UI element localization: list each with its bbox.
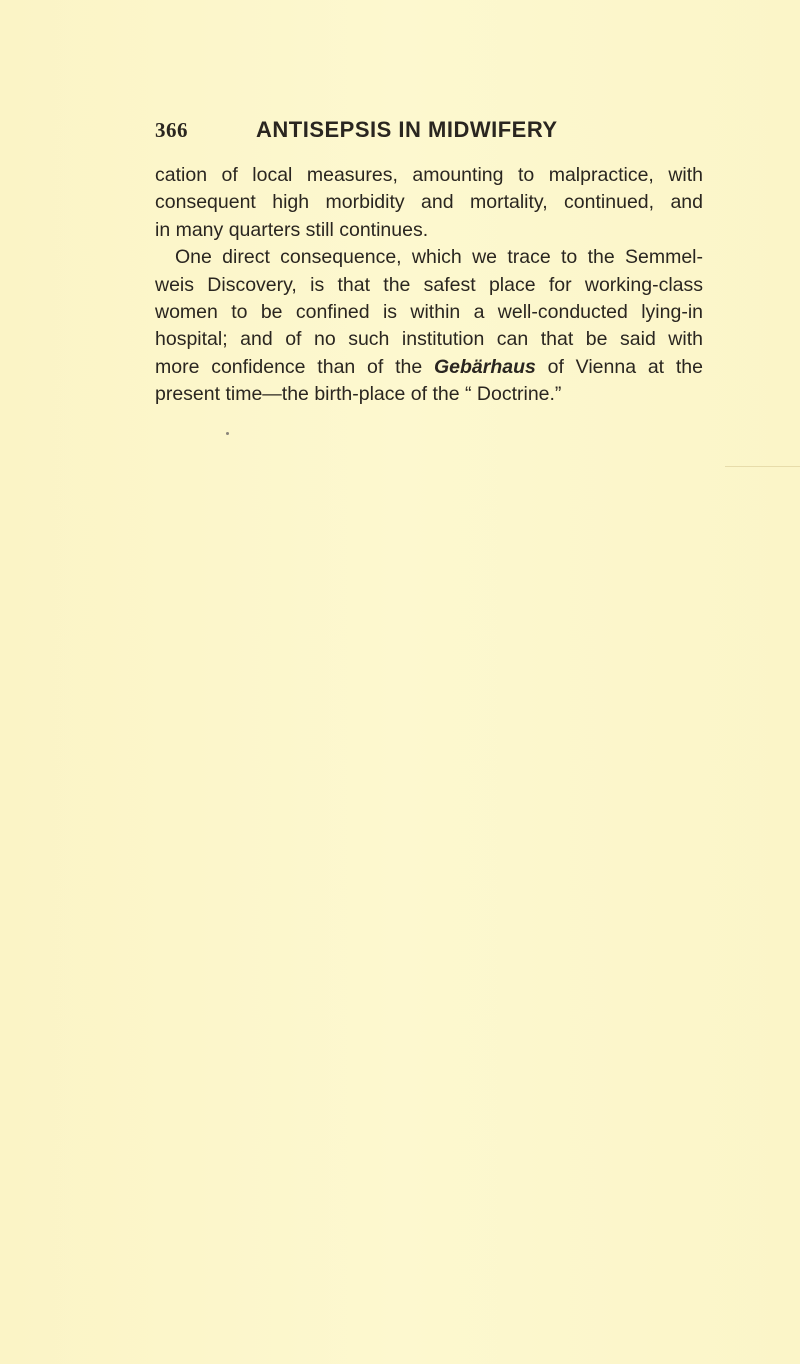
text-segment: more confidence than of the <box>155 355 434 378</box>
text-line: women to be confined is within a well-conducted lying-in <box>155 301 703 324</box>
running-title: ANTISEPSIS IN MIDWIFERY <box>256 117 558 142</box>
text-line: present time—the birth-place of the “ Doctrine.” <box>155 383 562 406</box>
paper-speck <box>226 432 229 435</box>
paragraph-continuation <box>155 162 703 244</box>
page-number: 366 <box>155 118 188 142</box>
text-line: consequent high morbidity and mortality, continued, and <box>155 191 703 214</box>
text-segment: of Vienna at the <box>535 355 703 378</box>
text-line: in many quarters still continues. <box>155 218 429 241</box>
italic-term: Gebärhaus <box>433 355 536 378</box>
running-head <box>155 115 715 145</box>
text-line: One direct consequence, which we trace to the Semmel- <box>175 246 703 269</box>
text-line-with-italic <box>155 354 703 381</box>
paragraph-semmelweis <box>155 244 703 408</box>
text-line: cation of local measures, amounting to malpractice, with <box>155 164 703 186</box>
text-line: weis Discovery, is that the safest place for working-class <box>155 273 703 296</box>
margin-rule <box>725 466 800 467</box>
body-text <box>155 162 703 409</box>
text-line: hospital; and of no such institution can that be said with <box>155 328 703 351</box>
